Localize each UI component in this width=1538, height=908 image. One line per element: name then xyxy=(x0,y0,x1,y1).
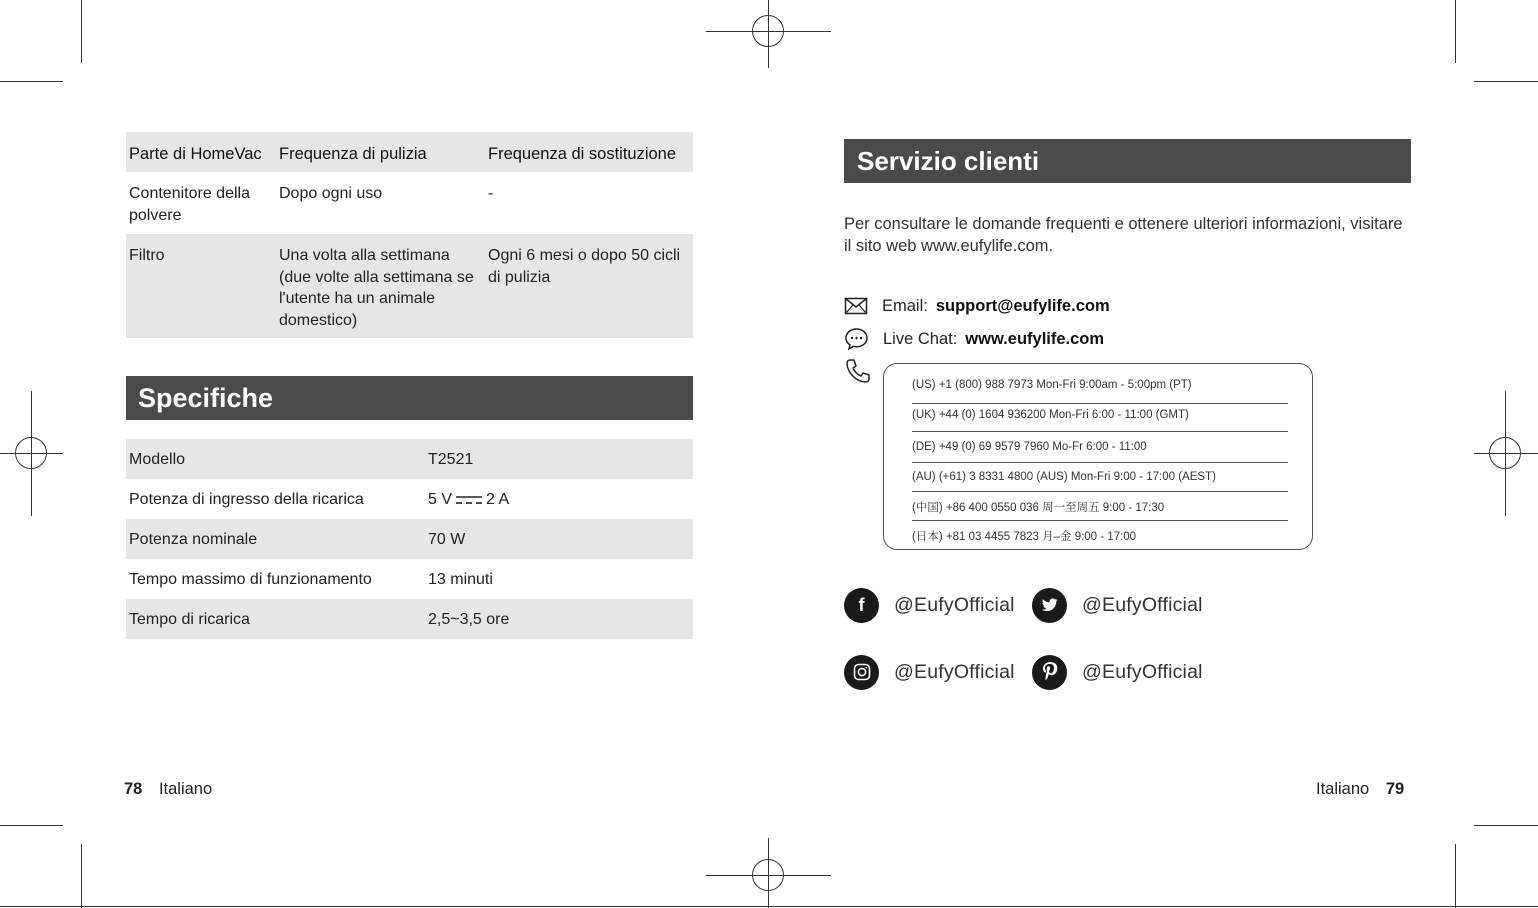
table-row xyxy=(126,519,693,559)
table-cell: Una volta alla settimana (due volte alla settimana se l'utente ha un animale domestico) xyxy=(279,247,474,329)
divider xyxy=(912,431,1288,432)
phone-number: (UK) +44 (0) 1604 936200 Mon-Fri 6:00 - 11:00 (GMT) xyxy=(912,409,1189,421)
table-cell: - xyxy=(488,185,494,202)
spec-label: Potenza nominale xyxy=(129,531,258,548)
phone-number: (AU) (+61) 3 8331 4800 (AUS) Mon-Fri 9:00 - 17:00 (AEST) xyxy=(912,471,1216,483)
phone-number: (DE) +49 (0) 69 9579 7960 Mo-Fr 6:00 - 11:00 xyxy=(912,441,1147,453)
table-row xyxy=(126,234,693,338)
spec-label: Tempo massimo di funzionamento xyxy=(129,571,372,588)
footer-left xyxy=(124,780,212,799)
divider xyxy=(912,403,1288,404)
email-label: Email: xyxy=(882,296,928,315)
table-row xyxy=(126,599,693,639)
footer-language: Italiano xyxy=(1316,780,1370,798)
spec-value-voltage: 5 V xyxy=(428,491,453,508)
spec-value: 70 W xyxy=(428,531,466,548)
table-cell: Ogni 6 mesi o dopo 50 cicli di pulizia xyxy=(488,247,681,286)
social-pinterest[interactable] xyxy=(1032,654,1203,690)
email-link[interactable]: support@eufylife.com xyxy=(935,296,1110,315)
specs-title: Specifiche xyxy=(126,376,693,420)
spec-label: Modello xyxy=(129,451,186,468)
table-row xyxy=(126,172,693,234)
spec-value-current: 2 A xyxy=(486,491,510,508)
divider xyxy=(912,462,1288,463)
chat-bubble-icon xyxy=(844,327,869,351)
chat-link[interactable]: www.eufylife.com xyxy=(965,329,1105,348)
service-title: Servizio clienti xyxy=(844,139,1411,183)
social-handle: @EufyOfficial xyxy=(1082,660,1203,683)
phone-icon xyxy=(845,358,871,384)
email-row xyxy=(844,294,1110,318)
social-twitter[interactable] xyxy=(1032,587,1203,623)
chat-label: Live Chat: xyxy=(883,329,958,348)
footer-right xyxy=(1316,780,1404,799)
divider xyxy=(912,520,1288,521)
spec-value xyxy=(428,490,509,510)
spec-value: T2521 xyxy=(428,451,474,468)
table-row xyxy=(126,559,693,599)
spec-label: Tempo di ricarica xyxy=(129,611,250,628)
social-handle: @EufyOfficial xyxy=(894,593,1015,616)
table-header-cell: Frequenza di pulizia xyxy=(279,145,427,163)
page-number: 79 xyxy=(1385,780,1405,798)
envelope-icon xyxy=(844,297,868,315)
footer-language: Italiano xyxy=(158,780,213,798)
spec-value: 13 minuti xyxy=(428,571,493,588)
table-cell: Filtro xyxy=(129,247,165,264)
table-header-cell: Parte di HomeVac xyxy=(129,145,262,163)
social-facebook[interactable] xyxy=(844,587,1015,623)
table-header-cell: Frequenza di sostituzione xyxy=(488,145,677,163)
table-header-row xyxy=(126,132,693,172)
pinterest-icon xyxy=(1032,655,1067,690)
phone-number: (中国) +86 400 0550 036 周一至周五 9:00 - 17:30 xyxy=(912,502,1165,514)
table-row xyxy=(126,479,693,519)
divider xyxy=(912,491,1288,492)
social-instagram[interactable] xyxy=(844,654,1015,690)
instagram-icon xyxy=(844,655,879,690)
facebook-icon: f xyxy=(844,588,879,623)
social-handle: @EufyOfficial xyxy=(894,660,1015,683)
spec-label: Potenza di ingresso della ricarica xyxy=(129,491,364,508)
dc-symbol-icon xyxy=(455,494,483,506)
spec-value: 2,5~3,5 ore xyxy=(428,611,510,628)
table-row xyxy=(126,439,693,479)
phone-number: (US) +1 (800) 988 7973 Mon-Fri 9:00am - 5:00pm (PT) xyxy=(912,379,1192,391)
twitter-icon xyxy=(1032,588,1067,623)
phone-numbers-box xyxy=(883,363,1313,550)
phone-number: (日本) +81 03 4455 7823 月–金 9:00 - 17:00 xyxy=(912,531,1137,543)
social-handle: @EufyOfficial xyxy=(1082,593,1203,616)
table-cell: Dopo ogni uso xyxy=(279,185,383,202)
service-intro: Per consultare le domande frequenti e ottenere ulteriori informazioni, visitare il sito web www.eufylife.com. xyxy=(844,215,1403,255)
table-cell: Contenitore della polvere xyxy=(129,185,250,224)
page-number: 78 xyxy=(124,780,143,798)
chat-row xyxy=(844,327,1104,351)
